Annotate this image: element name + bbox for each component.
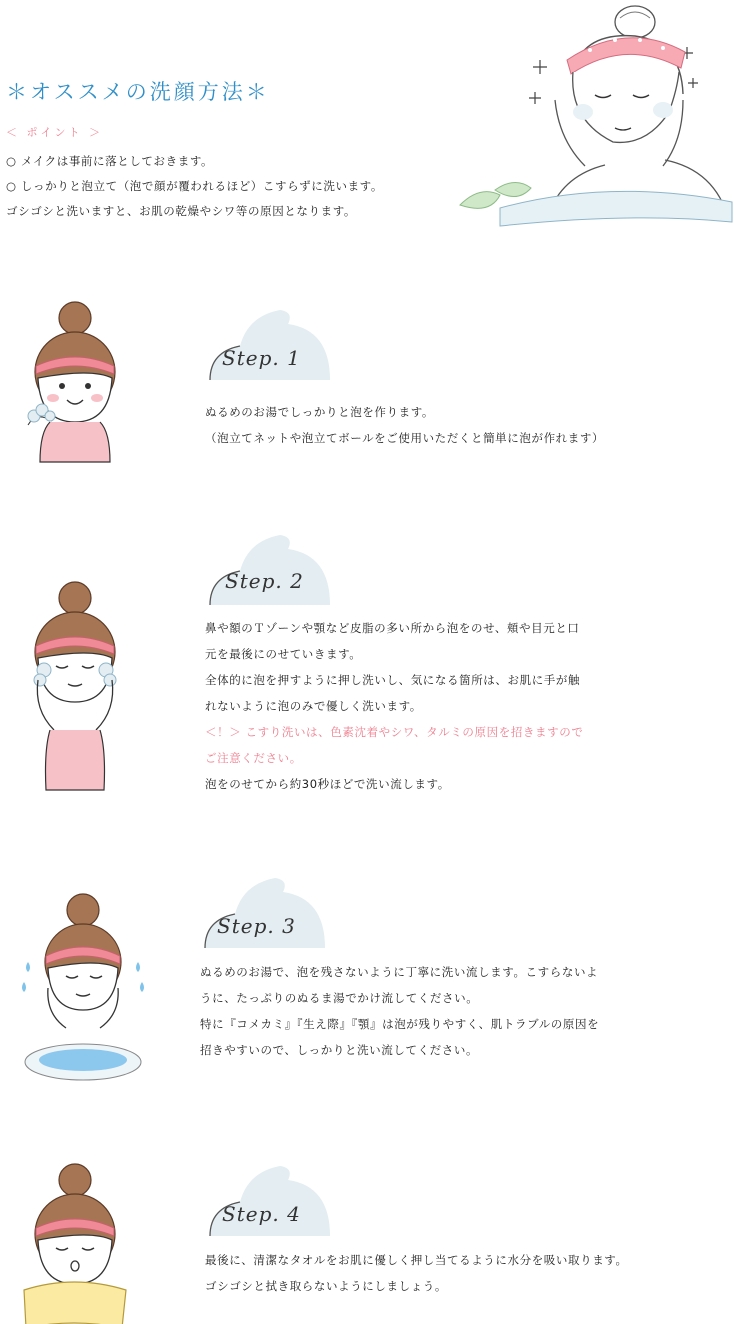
- step-2-text: [205, 617, 715, 799]
- text-line: ゴシゴシと拭き取らないようにしましょう。: [205, 1279, 447, 1293]
- step-2-label: Step. 2: [225, 569, 304, 593]
- girl-with-towel-illustration: [20, 1162, 130, 1324]
- intro-line: ○ メイクは事前に落としておきます。: [6, 154, 214, 168]
- text-line: 特に『コメカミ』『生え際』『顎』は泡が残りやすく、肌トラブルの原因を: [200, 1017, 600, 1031]
- point-label: ＜ ポイント ＞: [6, 126, 103, 139]
- text-line: ぬるめのお湯で、泡を残さないように丁寧に洗い流します。こすらないよ: [200, 965, 599, 979]
- step-3-text: [200, 961, 710, 1065]
- intro-line: ゴシゴシと洗いますと、お肌の乾燥やシワ等の原因となります。: [6, 204, 356, 218]
- step-4-text: [205, 1249, 715, 1301]
- text-line: 全体的に泡を押すように押し洗いし、気になる箇所は、お肌に手が触: [205, 673, 581, 687]
- page-title: ＊オススメの洗顔方法＊: [6, 80, 270, 104]
- step-3-label: Step. 3: [217, 914, 296, 938]
- step-4-label: Step. 4: [222, 1202, 301, 1226]
- warning-line: ご注意ください。: [205, 751, 302, 765]
- step-1-label: Step. 1: [222, 346, 301, 370]
- girl-with-foam-illustration: [20, 300, 130, 465]
- text-line: 最後に、清潔なタオルをお肌に優しく押し当てるように水分を吸い取ります。: [205, 1253, 628, 1267]
- text-line: 元を最後にのせていきます。: [205, 647, 362, 661]
- step-1-text: [205, 401, 715, 453]
- text-line: 招きやすいので、しっかりと洗い流してください。: [200, 1043, 479, 1057]
- girl-rinsing-face-illustration: [18, 892, 148, 1087]
- text-line: れないように泡のみで優しく洗います。: [205, 699, 422, 713]
- girl-washing-face-illustration: [20, 580, 130, 800]
- warning-line: ＜！＞ こすり洗いは、色素沈着やシワ、タルミの原因を招きますので: [205, 725, 584, 739]
- woman-washing-face-illustration: [455, 0, 734, 245]
- intro-line: ○ しっかりと泡立て（泡で顔が覆われるほど）こすらずに洗います。: [6, 179, 383, 193]
- text-line: うに、たっぷりのぬるま湯でかけ流してください。: [200, 991, 479, 1005]
- text-line: （泡立てネットや泡立てボールをご使用いただくと簡単に泡が作れます）: [205, 431, 605, 445]
- text-line: 鼻や額のＴゾーンや顎など皮脂の多い所から泡をのせ、頬や目元と口: [205, 621, 580, 635]
- text-line: ぬるめのお湯でしっかりと泡を作ります。: [205, 405, 434, 419]
- text-line: 泡をのせてから約30秒ほどで洗い流します。: [205, 777, 450, 791]
- intro-text: [6, 150, 456, 225]
